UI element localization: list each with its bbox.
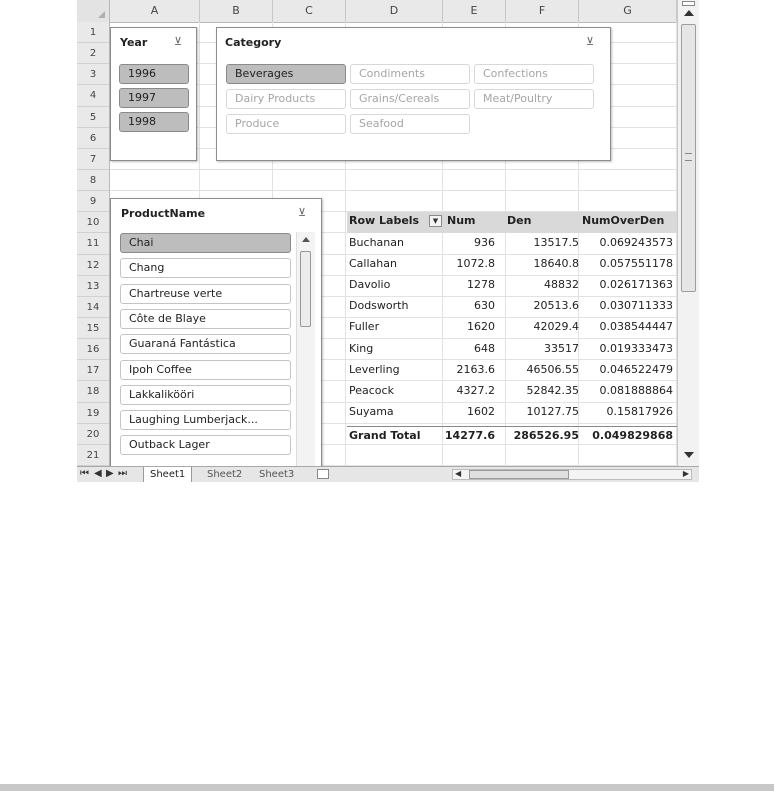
scroll-up-arrow-icon[interactable] — [302, 237, 310, 242]
row-header-10[interactable]: 10 — [77, 212, 109, 233]
pivot-cell: 648 — [474, 341, 495, 355]
row-header-14[interactable]: 14 — [77, 297, 109, 318]
row-header-13[interactable]: 13 — [77, 276, 109, 297]
category-slicer-title: Category — [225, 36, 282, 49]
pivot-cell: 2163.6 — [456, 362, 495, 376]
pivot-cell: 10127.75 — [526, 404, 579, 418]
grand-total-rule — [347, 426, 677, 427]
pivot-cell: 1620 — [467, 320, 495, 334]
column-header-d[interactable]: D — [346, 0, 443, 22]
pivot-cell: 1278 — [467, 278, 495, 292]
product-item[interactable]: Lakkalikööri — [120, 385, 291, 405]
row-labels-filter-icon[interactable]: ▼ — [429, 215, 442, 227]
pivot-cell: 1602 — [467, 404, 495, 418]
row-header-5[interactable]: 5 — [77, 107, 109, 128]
pivot-row-label: Dodsworth — [349, 299, 409, 313]
scroll-up-arrow-icon[interactable] — [684, 10, 694, 16]
pivot-header: Row Labels — [349, 214, 420, 227]
pivot-row-label: Peacock — [349, 383, 394, 397]
pivot-cell: 4327.2 — [456, 383, 495, 397]
spreadsheet-window — [77, 0, 699, 482]
pivot-row-label: Davolio — [349, 278, 391, 292]
row-header-16[interactable]: 16 — [77, 339, 109, 360]
pivot-cell: 0.069243573 — [599, 236, 673, 249]
gridline-horizontal — [110, 169, 677, 170]
category-item[interactable]: Produce — [226, 114, 346, 134]
row-header-9[interactable]: 9 — [77, 191, 109, 212]
vertical-scroll-thumb[interactable] — [681, 24, 696, 292]
pivot-total-cell: 14277.6 — [444, 428, 495, 442]
pivot-cell: 936 — [474, 236, 495, 249]
scroll-down-arrow-icon[interactable] — [684, 452, 694, 458]
row-header-1[interactable]: 1 — [77, 22, 109, 43]
tab-sheet1[interactable]: Sheet1 — [143, 467, 192, 482]
column-header-c[interactable]: C — [273, 0, 346, 22]
year-item-1998[interactable]: 1998 — [119, 112, 189, 132]
row-header-17[interactable]: 17 — [77, 360, 109, 381]
slicer-scrollbar[interactable] — [296, 232, 315, 477]
tab-first-icon[interactable]: ⏮ — [80, 468, 89, 479]
vertical-scrollbar[interactable] — [677, 0, 699, 466]
pivot-row-label: Leverling — [349, 362, 400, 376]
year-slicer-title: Year — [120, 36, 148, 49]
column-header-a[interactable]: A — [110, 0, 200, 22]
pivot-cell: 0.15817926 — [606, 404, 673, 418]
column-header-b[interactable]: B — [200, 0, 273, 22]
tab-last-icon[interactable]: ⏭ — [118, 468, 127, 479]
pivot-cell: 0.019333473 — [599, 341, 673, 355]
horizontal-scroll-thumb[interactable] — [469, 470, 569, 479]
pivot-cell: 0.030711333 — [599, 299, 673, 313]
pivot-row-label: King — [349, 341, 374, 355]
column-header-bar — [110, 0, 677, 23]
row-header-3[interactable]: 3 — [77, 64, 109, 85]
pivot-cell: 52842.35 — [526, 383, 579, 397]
pivot-row-label: Callahan — [349, 257, 397, 271]
row-header-20[interactable]: 20 — [77, 424, 109, 445]
pivot-cell: 0.038544447 — [599, 320, 673, 334]
clear-filter-icon[interactable]: ⊻ — [174, 35, 183, 48]
pivot-cell: 0.046522479 — [599, 362, 673, 376]
row-header-2[interactable]: 2 — [77, 43, 109, 64]
row-header-19[interactable]: 19 — [77, 403, 109, 424]
product-slicer-title: ProductName — [121, 207, 206, 220]
row-header-21[interactable]: 21 — [77, 445, 109, 466]
pivot-cell: 48832 — [544, 278, 579, 292]
product-item[interactable]: Côte de Blaye — [120, 309, 291, 329]
page-divider — [0, 784, 774, 791]
product-item[interactable]: Chartreuse verte — [120, 284, 291, 304]
row-header-7[interactable]: 7 — [77, 149, 109, 170]
product-item[interactable]: Laughing Lumberjack... — [120, 410, 291, 430]
category-slicer — [216, 27, 611, 161]
tab-sheet3[interactable]: Sheet3 — [259, 469, 295, 480]
insert-sheet-icon[interactable] — [317, 469, 329, 479]
pivot-cell: 18640.8 — [533, 257, 579, 271]
row-header-15[interactable]: 15 — [77, 318, 109, 339]
category-item[interactable]: Seafood — [350, 114, 470, 134]
select-all-corner[interactable] — [77, 0, 110, 22]
year-item-1997[interactable]: 1997 — [119, 88, 189, 108]
pivot-total-cell: 0.049829868 — [592, 428, 673, 442]
row-header-6[interactable]: 6 — [77, 128, 109, 149]
row-header-4[interactable]: 4 — [77, 85, 109, 106]
pivot-cell: 630 — [474, 299, 495, 313]
pivot-cell: 1072.8 — [456, 257, 495, 271]
clear-filter-icon[interactable]: ⊻ — [586, 35, 595, 48]
row-header-18[interactable]: 18 — [77, 381, 109, 402]
clear-filter-icon[interactable]: ⊻ — [298, 206, 307, 219]
gridline-horizontal — [110, 190, 677, 191]
split-box-icon[interactable] — [682, 1, 695, 6]
product-item[interactable]: Outback Lager — [120, 435, 291, 455]
pivot-cell: 13517.5 — [533, 236, 579, 249]
pivot-total-cell: 286526.95 — [513, 428, 579, 442]
product-item[interactable]: Chang — [120, 258, 291, 278]
pivot-cell: 46506.55 — [526, 362, 579, 376]
category-item[interactable]: Grains/Cereals — [350, 89, 470, 109]
pivot-cell: 0.081888864 — [599, 383, 673, 397]
year-item-1996[interactable]: 1996 — [119, 64, 189, 84]
pivot-row-label: Buchanan — [349, 236, 404, 249]
product-item[interactable]: Chai — [120, 233, 291, 253]
category-item[interactable]: Confections — [474, 64, 594, 84]
row-header-11[interactable]: 11 — [77, 233, 109, 254]
row-header-8[interactable]: 8 — [77, 170, 109, 191]
scroll-right-arrow-icon[interactable]: ▶ — [682, 469, 689, 478]
product-item[interactable]: Ipoh Coffee — [120, 360, 291, 380]
year-slicer — [110, 27, 197, 161]
pivot-row-label: Suyama — [349, 404, 394, 418]
tab-prev-icon[interactable]: ◀ — [94, 468, 102, 479]
product-item[interactable]: Guaraná Fantástica — [120, 334, 291, 354]
pivot-header: NumOverDen — [582, 214, 665, 227]
column-header-f[interactable]: F — [506, 0, 579, 22]
pivot-row-label: Fuller — [349, 320, 380, 334]
category-item[interactable]: Condiments — [350, 64, 470, 84]
slicer-scroll-thumb[interactable] — [300, 251, 311, 327]
pivot-header: Num — [447, 214, 476, 227]
pivot-cell: 20513.6 — [533, 299, 579, 313]
sheet-tab-bar — [77, 466, 699, 482]
row-header-12[interactable]: 12 — [77, 255, 109, 276]
scroll-left-arrow-icon[interactable]: ◀ — [455, 469, 462, 478]
tab-next-icon[interactable]: ▶ — [106, 468, 114, 479]
pivot-cell: 0.057551178 — [599, 257, 673, 271]
category-item[interactable]: Dairy Products — [226, 89, 346, 109]
column-header-e[interactable]: E — [443, 0, 506, 22]
horizontal-scrollbar[interactable] — [452, 469, 692, 480]
pivot-header: Den — [507, 214, 532, 227]
category-item[interactable]: Meat/Poultry — [474, 89, 594, 109]
column-header-g[interactable]: G — [579, 0, 677, 22]
row-header-bar — [77, 22, 110, 466]
pivot-cell: 0.026171363 — [599, 278, 673, 292]
tab-sheet2[interactable]: Sheet2 — [207, 469, 243, 480]
product-name-slicer — [110, 198, 322, 478]
category-item[interactable]: Beverages — [226, 64, 346, 84]
pivot-cell: 42029.4 — [533, 320, 579, 334]
pivot-cell: 33517 — [544, 341, 579, 355]
pivot-total-label: Grand Total — [349, 428, 421, 442]
thumb-grip-icon — [685, 153, 692, 161]
